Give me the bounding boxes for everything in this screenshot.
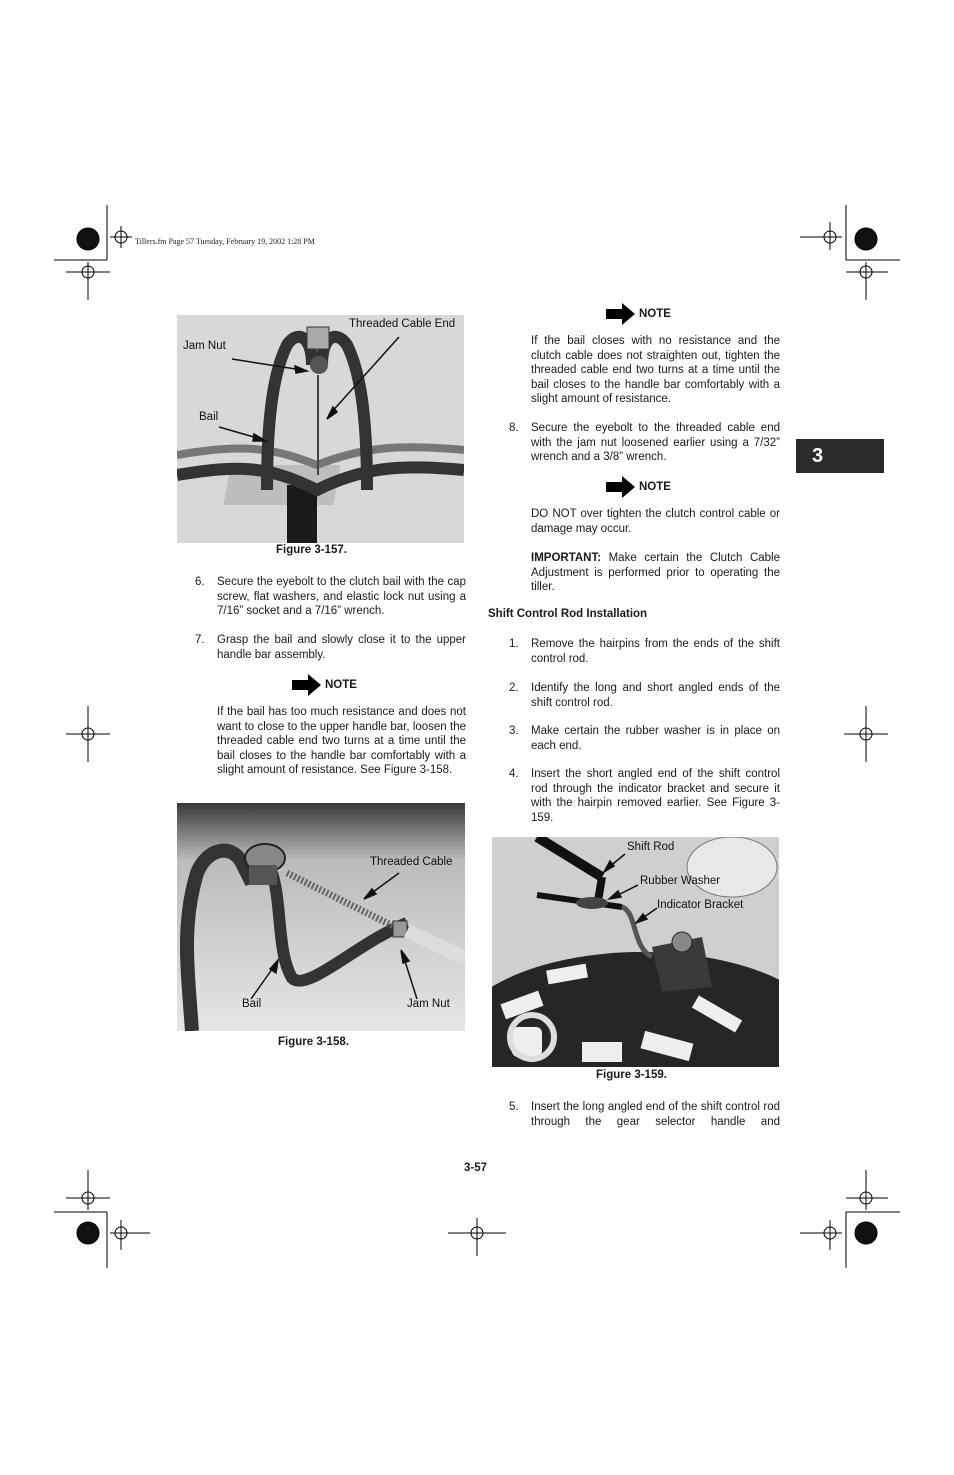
section-heading: Shift Control Rod Installation [488,608,648,620]
note-text: If the bail has too much resistance and does not want to close to the upper handle bar, loosen the threaded cable end two turns at a time until the bail closes to the handle bar comfortably with a slight amount of resistance. See Figure 3-158. [217,706,466,777]
step-3 [509,724,780,754]
label-threaded-cable: Threaded Cable [370,856,453,868]
note-heading [606,303,671,325]
label-rubber-washer: Rubber Washer [640,875,721,887]
step-text: Identify the long and short angled ends of the shift control rod. [531,682,780,709]
step-text: Secure the eyebolt to the threaded cable end with the jam nut loosened earlier using a 7/32” wrench and a 3/8” wrench. [531,422,780,464]
step-number: 1. [509,638,519,650]
step-text: Make certain the rubber washer is in place on each end. [531,725,780,752]
note-label: NOTE [639,481,671,493]
page-number: 3-57 [464,1162,488,1174]
print-header: Tillers.fm Page 57 Tuesday, February 19, 2002 1:28 PM [135,237,315,246]
important-paragraph [531,551,780,595]
chapter-tab: 3 [796,439,884,473]
note-text: If the bail closes with no resistance and the clutch cable does not straighten out, tighten the threaded cable end two turns at a time until the bail closes to the handle bar comfortably with a slight amount of resistance. [531,335,780,406]
arrow-right-icon [606,303,635,325]
important-text: Make certain the Clutch Cable Adjustment is performed prior to operating the tiller. [531,552,780,594]
note-text: DO NOT over tighten the clutch control cable or damage may occur. [531,508,780,535]
step-number: 8. [509,422,519,434]
figure-157-photo [177,315,464,543]
figure-157-caption: Figure 3-157. [276,544,347,556]
step-text: Remove the hairpins from the ends of the shift control rod. [531,638,780,665]
note-heading [606,476,671,498]
step-number: 2. [509,682,519,694]
figure-158-caption: Figure 3-158. [278,1036,349,1048]
label-indicator-bracket: Indicator Bracket [657,899,744,911]
important-label: IMPORTANT: [531,552,602,564]
figure-158-photo [177,803,465,1031]
label-jam-nut: Jam Nut [407,998,450,1010]
arrow-right-icon [606,476,635,498]
note-label: NOTE [325,679,357,691]
step-number: 6. [195,576,205,588]
step-5 [509,1100,780,1130]
label-bail: Bail [199,411,219,423]
arrow-right-icon [292,674,321,696]
step-6 [195,575,466,621]
step-number: 3. [509,725,519,737]
step-text: Secure the eyebolt to the clutch bail with the cap screw, flat washers, and elastic lock nut using a 7/16” socket and a 7/16” wrench. [217,576,466,618]
label-jam-nut: Jam Nut [183,340,226,352]
note-label: NOTE [639,308,671,320]
figure-159-photo [492,837,779,1067]
step-8 [509,421,780,467]
step-7 [195,633,466,663]
label-threaded-cable-end: Threaded Cable End [349,318,456,330]
step-text: Grasp the bail and slowly close it to the upper handle bar assembly. [217,634,466,661]
label-shift-rod: Shift Rod [627,841,675,853]
step-2 [509,681,780,711]
label-bail: Bail [242,998,262,1010]
figure-159-caption: Figure 3-159. [596,1069,667,1081]
step-text: Insert the short angled end of the shift control rod through the indicator bracket and secure it with the hairpin removed earlier. See Figure 3-159. [531,768,780,824]
step-number: 4. [509,768,519,780]
step-number: 5. [509,1101,519,1113]
step-4 [509,767,780,827]
step-number: 7. [195,634,205,646]
note-heading [292,674,357,696]
step-text: Insert the long angled end of the shift control rod through the gear selector handle and [531,1101,780,1128]
step-1 [509,637,780,667]
